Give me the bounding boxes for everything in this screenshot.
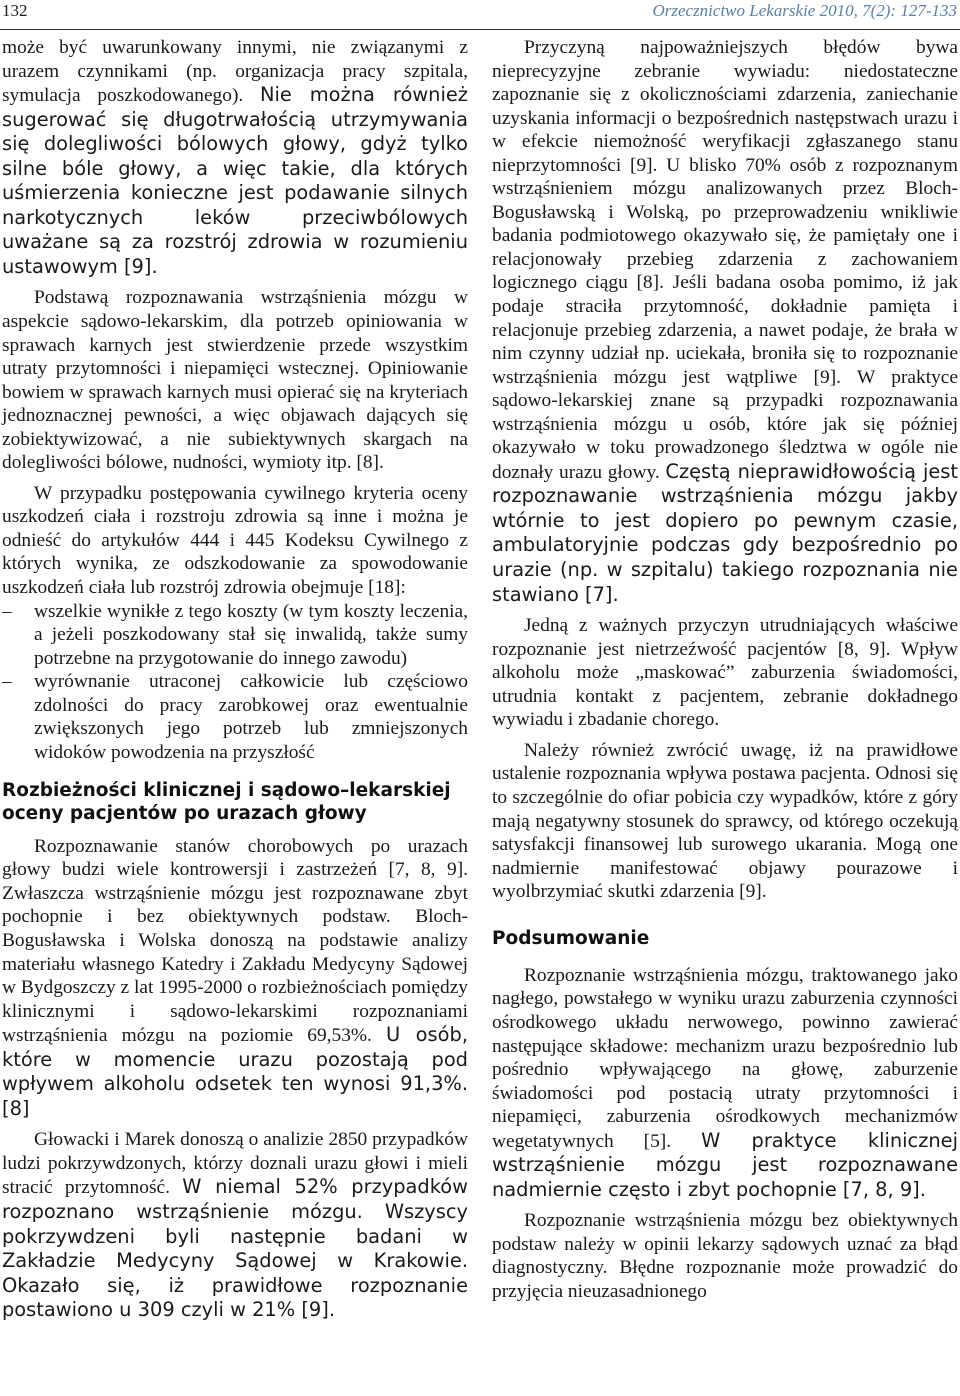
paragraph: Rozpoznanie wstrząśnienia mózgu bez obiektywnych podstaw należy w opinii lekarzy sądowych uznać za błąd diagnostyczny. Błędne rozpoznanie może prowadzić do przyjęcia nieuzasadnionego: [492, 1210, 958, 1302]
right-column: [492, 36, 958, 1304]
sentence: Przyczyną najpoważniejszych błędów bywa nieprecyzyjne zebranie wywiadu: niedostateczne zapoznanie się z okolicznościami zdarzenia, zaniechanie uzyskania informacji o bezpośrednich następstwach urazu i w efekcie niemożność weryfikacji zgłaszanego stanu nieprzytomności [9].: [492, 37, 958, 176]
paragraph: [492, 36, 958, 607]
paragraph: W przypadku postępowania cywilnego kryteria oceny uszkodzeń ciała i rozstroju zdrowia są inne i można je odnieść do artykułów 444 i 445 Kodeksu Cywilnego z których wynika, ze odszkodowanie za spowodowanie uszkodzeń ciała lub rozstrój zdrowia obejmuje [18]:: [2, 482, 468, 599]
sentence: Nie można również sugerować się długotrwałością utrzymywania się dolegliwości bólowych głowy, gdyż tylko silne bóle głowy, a więc takie, dla których uśmierzenia konieczne jest podawanie silnych narkotycznych leków przeciwbólowych uważane są za rozstrój zdrowia w rozumieniu ustawowym [9].: [2, 83, 468, 278]
sentence: W praktyce sądowo-lekarskiej znane są przypadki rozpoznawania wstrząśnienia mózgu u osób, które jak się później okazywało w toku prowadzonego śledztwa w ogóle nie doznały urazu głowy.: [492, 366, 958, 483]
sentence: może być uwarunkowany innymi, nie związanymi z urazem czynnikami (np. organizacja pracy szpitala, symulacja poszkodowanego).: [2, 37, 468, 107]
paragraph: [2, 36, 468, 279]
list-item: [2, 670, 468, 764]
sentence: Opiniowanie bowiem w sprawach karnych musi opierać się na kryteriach jednoznacznej pewności, a więc objawach dających się zobiektywizować, a nie subiektywnych skargach na dolegliwości bólowe, nudności, wymioty itp. [8].: [2, 358, 468, 474]
sentence: Głowacki i Marek donoszą o analizie 2850 przypadków ludzi pokrzywdzonych, którzy doznali urazu głowi i mieli stracić przytomność.: [2, 1129, 468, 1199]
sentence: W praktyce klinicznej wstrząśnienie mózgu jest rozpoznawane nadmiernie często i zbyt pochopnie [7, 8, 9].: [492, 1128, 958, 1201]
page-header: [0, 0, 960, 30]
sentence: Rozpoznanie wstrząśnienia mózgu, traktowanego jako nagłego, powstałego w wyniku urazu zaburzenia czynności ośrodkowego układu nerwowego, powinno zawierać następujące składowe: mechanizm urazu bezpośrednio lub pośrednio wpływającego na głowę, zaburzenie świadomości pod postacią utraty przytomności i niepamięci, zaburzenia ośrodkowych mechanizmów wegetatywnych [5].: [492, 964, 958, 1152]
sentence: Jeśli badana osoba pomimo, iż jak podaje straciła przytomność, dokładnie pamięta i relacjonuje przebieg zdarzenia, a nawet podaje, że brała w nim czynny udział np. uciekała, broniła się to rozpoznanie wstrząśnienia mózgu jest wątpliwe [9].: [492, 272, 958, 388]
sentence: U osób, które w momencie urazu pozostają pod wpływem alkoholu odsetek ten wynosi 91,3%. [8]: [2, 1023, 468, 1120]
bullet-list: [2, 600, 468, 765]
paragraph: [2, 835, 468, 1122]
paragraph: [2, 1128, 468, 1322]
sentence: Bloch-Bogusławska i Wolska donoszą na podstawie analizy materiału własnego Katedry i Zakładu Medycyny Sądowej w Bydgoszczy z lat 1995-2000 o rozbieżnościach pomiędzy klinicznymi i sądowo-lekarskimi rozpoznaniami wstrząśnienia mózgu na poziomie 69,53%.: [2, 906, 468, 1047]
section-heading: Rozbieżności klinicznej i sądowo–lekarskiej oceny pacjentów po urazach głowy: [2, 780, 451, 824]
sentence: Rozpoznawanie stanów chorobowych po urazach głowy budzi wiele kontrowersji i zastrzeżeń [7, 8, 9]. Zwłaszcza wstrząśnienie mózgu jest rozpoznawane zbyt pochopnie i bez obiektywnych podstaw.: [2, 835, 468, 928]
dash-marker: –: [2, 600, 12, 622]
paragraph: [2, 286, 468, 474]
header-rule: [0, 29, 960, 30]
journal-citation: Orzecznictwo Lekarskie 2010, 7(2): 127-133: [652, 1, 957, 20]
list-item: [2, 600, 468, 671]
page-number: 132: [2, 1, 28, 20]
list-item-text: wyrównanie utraconej całkowicie lub częściowo zdolności do pracy zarobkowej oraz ewentualnie zwiększonych jego potrzeb lub zmniejszonych widoków powodzenia na przyszłość: [34, 671, 468, 763]
paragraph: Należy również zwrócić uwagę, iż na prawidłowe ustalenie rozpoznania wpływa postawa pacjenta. Odnosi się to szczególnie do ofiar pobicia czy wypadków, które z góry mają negatywny stosunek do sprawcy, od którego oczekują satysfakcji finansowej lub surowego ukarania. Mogą one nadmiernie manifestować objawy pourazowe i wyolbrzymiać skutki zdarzenia [9].: [492, 739, 958, 903]
sentence: Podstawą rozpoznawania wstrząśnienia mózgu w aspekcie sądowo-lekarskim, dla potrzeb opiniowania w sprawach karnych jest stwierdzenie przede wszystkim utraty przytomności i niepamięci wstecznej.: [2, 287, 468, 380]
section-heading: Podsumowanie: [492, 927, 650, 949]
left-column: [2, 36, 468, 1323]
paragraph: [492, 964, 958, 1202]
sentence: W niemal 52% przypadków rozpoznano wstrząśnienie mózgu. Wszyscy pokrzywdzeni byli następnie badani w Zakładzie Medycyny Sądowej w Krakowie. Okazało się, iż prawidłowe rozpoznanie postawiono u 309 czyli w 21% [9].: [2, 1175, 468, 1322]
sentence: U blisko 70% osób z rozpoznanym wstrząśnieniem mózgu analizowanych przez Bloch-Bogusławską i Wolską, po przeprowadzeniu wnikliwie badania podmiotowego okazywało się, że pamiętały one i relacjonowały przebieg zdarzenia z zachowaniem logicznego ciągu [8].: [492, 154, 958, 294]
paragraph: Jedną z ważnych przyczyn utrudniających właściwe rozpoznanie jest nietrzeźwość pacjentów [8, 9]. Wpływ alkoholu może „maskować” zaburzenia świadomości, utrudnia kontakt z pacjentem, zebranie dokładnego wywiadu i zbadanie chorego.: [492, 615, 958, 731]
dash-marker: –: [2, 671, 12, 693]
list-item-text: wszelkie wynikłe z tego koszty (w tym koszty leczenia, a jeżeli poszkodowany stał się inwalidą, także sumy potrzebne na przygotowanie do innego zawodu): [34, 600, 468, 669]
sentence: Częstą nieprawidłowością jest rozpoznawanie wstrząśnienia mózgu jakby wtórnie to jest dopiero po pewnym czasie, ambulatoryjnie podczas gdy bezpośrednio po urazie (np. w szpitalu) takiego rozpoznania nie stawiano [7].: [492, 459, 959, 606]
